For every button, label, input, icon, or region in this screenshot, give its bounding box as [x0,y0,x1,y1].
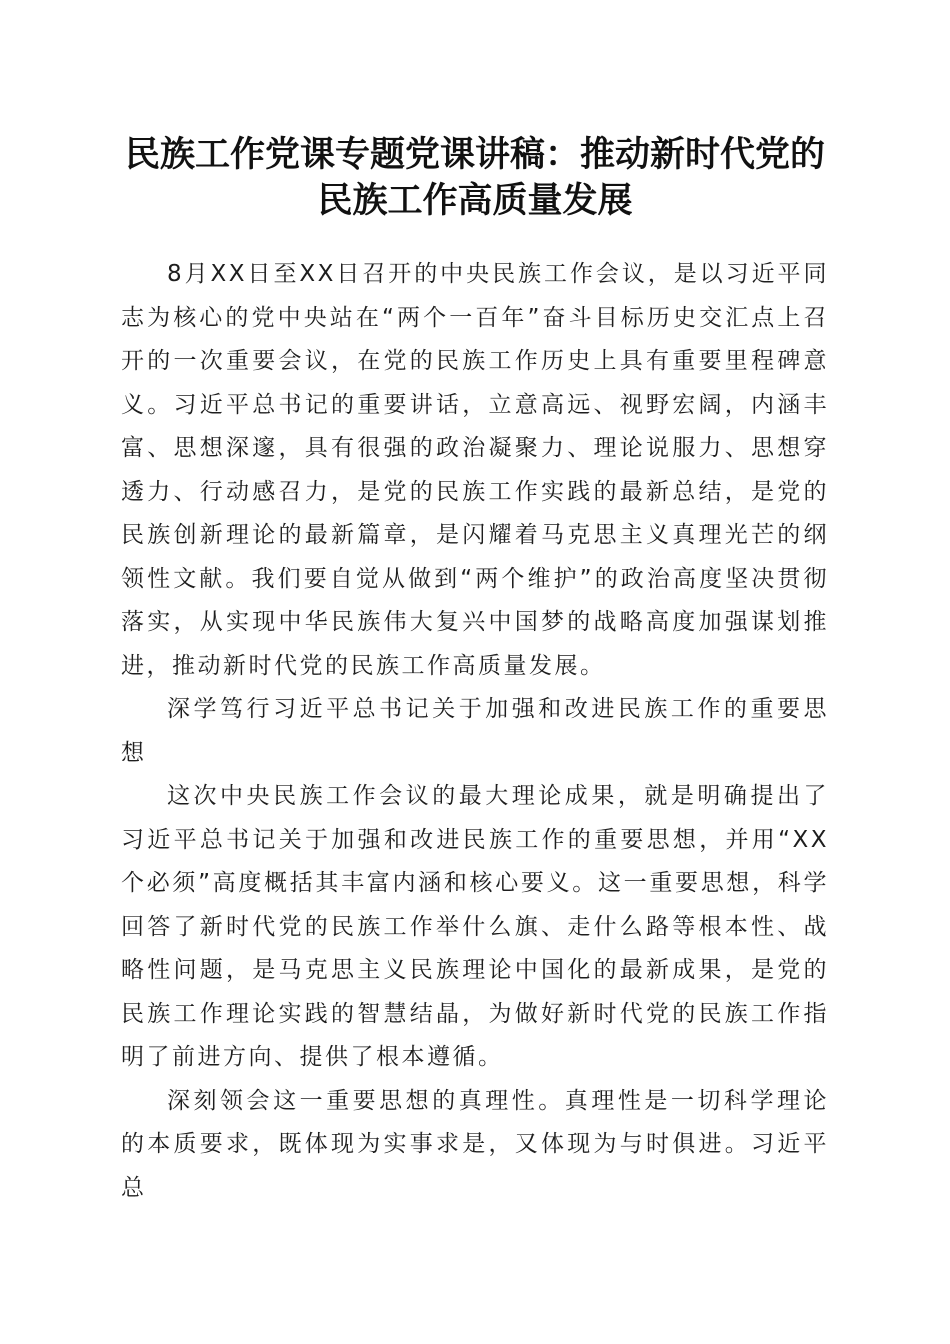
section-heading: 深学笃行习近平总书记关于加强和改进民族工作的重要思想 [121,696,829,766]
document-body [121,253,829,1210]
title-line-1: 民族工作党课专题党课讲稿：推动新时代党的 [124,134,825,175]
paragraph-theory: 这次中央民族工作会议的最大理论成果，就是明确提出了习近平总书记关于加强和改进民族工作的重要思想，并用“XX个必须”高度概括其丰富内涵和核心要义。这一重要思想，科学回答了新时代党的民族工作举什么旗、走什么路等根本性、战略性问题，是马克思主义民族理论中国化的最新成果，是党的民族工作理论实践的智慧结晶，为做好新时代党的民族工作指明了前进方向、提供了根本遵循。 [121,783,829,1070]
paragraph-truth: 深刻领会这一重要思想的真理性。真理性是一切科学理论的本质要求，既体现为实事求是，又体现为与时俱进。习近平总 [121,1087,829,1201]
document-title [110,132,840,224]
title-line-2: 民族工作高质量发展 [317,180,633,221]
paragraph-intro: 8月XX日至XX日召开的中央民族工作会议，是以习近平同志为核心的党中央站在“两个一百年”奋斗目标历史交汇点上召开的一次重要会议，在党的民族工作历史上具有重要里程碑意义。习近平总书记的重要讲话，立意高远、视野宏阔，内涵丰富、思想深邃，具有很强的政治凝聚力、理论说服力、思想穿透力、行动感召力，是党的民族工作实践的最新总结，是党的民族创新理论的最新篇章，是闪耀着马克思主义真理光芒的纲领性文献。我们要自觉从做到“两个维护”的政治高度坚决贯彻落实，从实现中华民族伟大复兴中国梦的战略高度加强谋划推进，推动新时代党的民族工作高质量发展。 [121,261,829,679]
